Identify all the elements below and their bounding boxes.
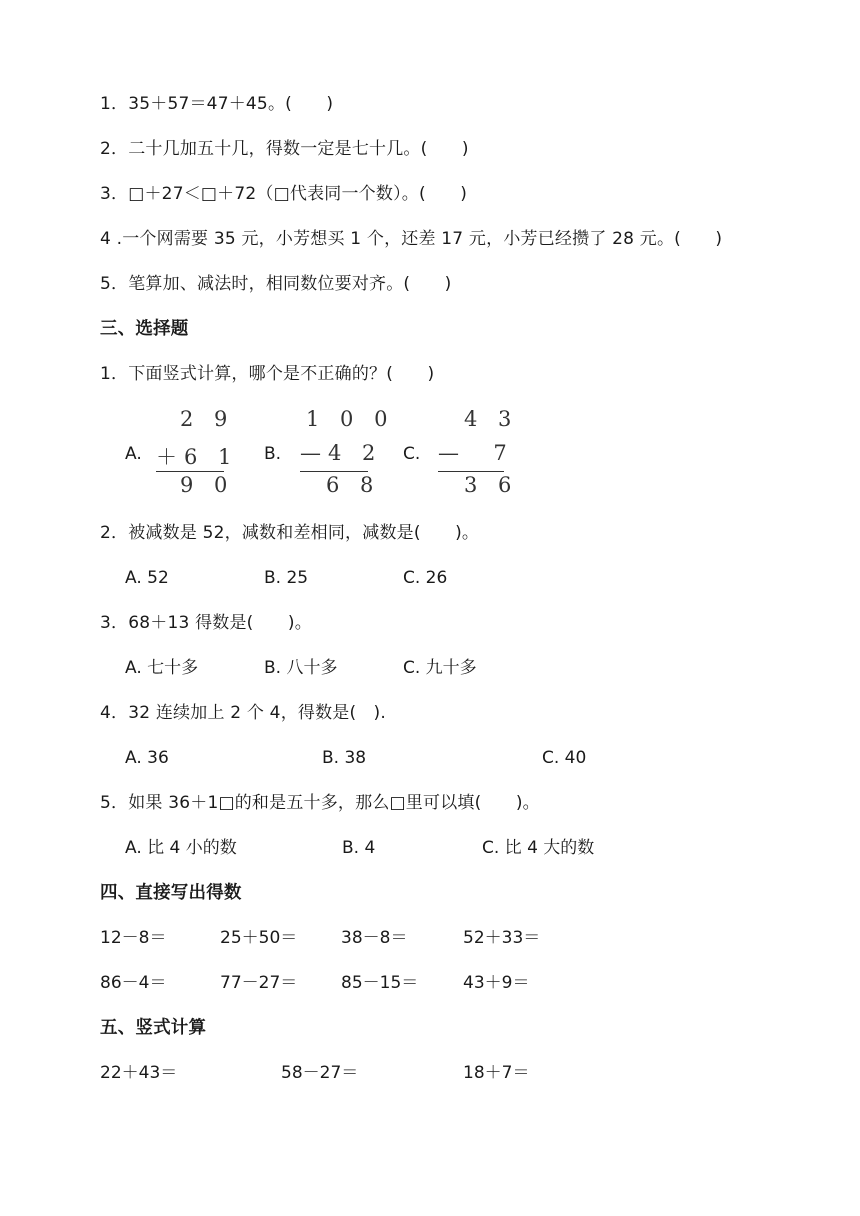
q2-option-b: B. 25 xyxy=(264,568,309,588)
calc-a-operand: ＋6 1 xyxy=(156,445,239,469)
q1-option-a-label: A. xyxy=(125,444,142,464)
q5-option-a: A. 比 4 小的数 xyxy=(125,838,237,858)
judgement-item-3: 3．□＋27＜□＋72（□代表同一个数）。( ) xyxy=(100,184,468,204)
mental-calc-item: 12－8＝ xyxy=(100,928,167,948)
mental-calc-item: 85－15＝ xyxy=(341,973,419,993)
q5-option-c: C. 比 4 大的数 xyxy=(482,838,595,858)
q3-option-a: A. 七十多 xyxy=(125,658,199,678)
choice-q2-text: 2．被减数是 52，减数和差相同，减数是( )。 xyxy=(100,523,480,543)
judgement-item-1: 1．35＋57＝47＋45。( ) xyxy=(100,94,334,114)
calc-c-operand: — 7 xyxy=(438,441,514,465)
choice-q3-text: 3．68＋13 得数是( )。 xyxy=(100,613,312,633)
q4-option-a: A. 36 xyxy=(125,748,169,768)
section-5-title: 五、竖式计算 xyxy=(100,1018,207,1038)
judgement-item-5: 5．笔算加、减法时，相同数位要对齐。( ) xyxy=(100,274,452,294)
q5-option-b: B. 4 xyxy=(342,838,376,858)
calc-c-result: 3 6 xyxy=(464,473,519,497)
q4-option-c: C. 40 xyxy=(542,748,587,768)
q4-option-b: B. 38 xyxy=(322,748,367,768)
q3-option-b: B. 八十多 xyxy=(264,658,338,678)
q1-option-b-label: B. xyxy=(264,444,282,464)
q2-option-c: C. 26 xyxy=(403,568,448,588)
vertical-calc-item: 18＋7＝ xyxy=(463,1063,530,1083)
calc-b-result: 6 8 xyxy=(326,473,381,497)
choice-q5-text: 5．如果 36＋1□的和是五十多，那么□里可以填( )。 xyxy=(100,793,540,813)
vertical-calc-item: 58－27＝ xyxy=(281,1063,359,1083)
mental-calc-item: 38－8＝ xyxy=(341,928,408,948)
judgement-item-4: 4 .一个网需要 35 元，小芳想买 1 个，还差 17 元，小芳已经攒了 28 元。( ) xyxy=(100,229,723,249)
q1-option-c-label: C. xyxy=(403,444,421,464)
calc-c-top: 4 3 xyxy=(464,407,519,431)
choice-q4-text: 4．32 连续加上 2 个 4，得数是( ). xyxy=(100,703,386,723)
mental-calc-item: 52＋33＝ xyxy=(463,928,541,948)
section-4-title: 四、直接写出得数 xyxy=(100,883,242,903)
section-3-title: 三、选择题 xyxy=(100,319,189,339)
q3-option-c: C. 九十多 xyxy=(403,658,477,678)
calc-b-operand: —4 2 xyxy=(300,441,383,465)
calc-b-top: 1 0 0 xyxy=(306,407,395,431)
mental-calc-item: 86－4＝ xyxy=(100,973,167,993)
calc-a-top: 2 9 xyxy=(180,407,235,431)
mental-calc-item: 77－27＝ xyxy=(220,973,298,993)
mental-calc-item: 25＋50＝ xyxy=(220,928,298,948)
vertical-calc-item: 22＋43＝ xyxy=(100,1063,178,1083)
judgement-item-2: 2．二十几加五十几，得数一定是七十几。( ) xyxy=(100,139,469,159)
choice-q1-text: 1．下面竖式计算，哪个是不正确的？( ) xyxy=(100,364,435,384)
calc-a-result: 9 0 xyxy=(180,473,235,497)
mental-calc-item: 43＋9＝ xyxy=(463,973,530,993)
q2-option-a: A. 52 xyxy=(125,568,169,588)
